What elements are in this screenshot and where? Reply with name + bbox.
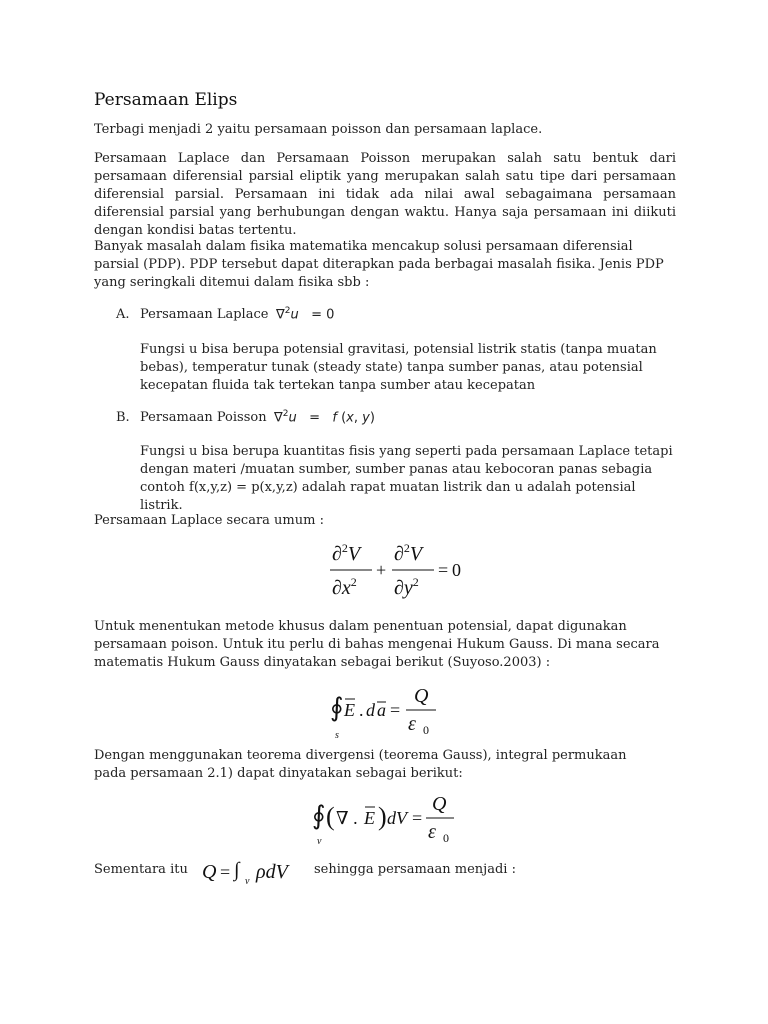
- svg-text:=: =: [220, 862, 231, 882]
- svg-text:E: E: [344, 700, 355, 720]
- svg-text:=: =: [438, 560, 449, 580]
- svg-text:0: 0: [443, 831, 449, 845]
- svg-text:∇ .: ∇ .: [336, 808, 358, 828]
- paragraph-laplace-general: Persamaan Laplace secara umum :: [94, 513, 324, 528]
- item-b-description: Fungsi u bisa berupa kuantitas fisis yang seperti pada persamaan Laplace tetapi dengan materi /muatan sumber, sumber panas atau kebocoran panas sebagia contoh f(x,y,z) = p(x,y,z) adalah rapat muatan listrik dan u adalah potensial listrik.: [140, 444, 673, 513]
- item-b-equation: ∇$^2$u = f (x, y): [274, 409, 375, 426]
- svg-text:Q: Q: [202, 861, 217, 883]
- paragraph-laplace-poisson: Persamaan Laplace dan Persamaan Poisson merupakan salah satu bentuk dari persamaan diferensial parsial eliptik yang merupakan salah satu tipe dari persamaan diferensial parsial. Persamaan ini tidak ada nilai awal sebagaimana persamaan diferensial parsial yang berhubungan dengan waktu. Hanya saja persamaan ini diikuti dengan kondisi batas tertentu.: [94, 151, 676, 238]
- paragraph-divergence: Dengan menggunakan teorema divergensi (teorema Gauss), integral permukaan pada persamaan 2.1) dapat dinyatakan sebagai berikut:: [94, 748, 627, 781]
- svg-text:v: v: [245, 876, 250, 887]
- svg-text:v: v: [317, 836, 322, 847]
- svg-text:Q: Q: [432, 793, 447, 815]
- item-b-marker: B.: [116, 410, 130, 425]
- text-sehingga: sehingga persamaan menjadi :: [314, 862, 516, 877]
- svg-text:ρdV: ρdV: [256, 861, 288, 883]
- svg-text:∂x2: $\partial x^2$: [332, 575, 357, 599]
- charge-integral-equation: [200, 854, 300, 888]
- text-sementara-itu: Sementara itu: [94, 862, 188, 877]
- item-a-equation: ∇$^2$u = 0: [276, 306, 335, 323]
- paragraph-gauss-intro: Untuk menentukan metode khusus dalam penentuan potensial, dapat digunakan persamaan poison. Untuk itu perlu di bahas mengenai Hukum Gauss. Di mana secara matematis Hukum Gauss dinyatakan sebagai berikut (Suyoso.2003) :: [94, 619, 660, 670]
- item-b-label: Persamaan Poisson: [140, 410, 267, 425]
- paragraph-intro: Terbagi menjadi 2 yaitu persamaan poisson dan persamaan laplace.: [94, 122, 543, 137]
- paragraph-pdp: Banyak masalah dalam fisika matematika mencakup solusi persamaan diferensial parsial (PDP). PDP tersebut dapat diterapkan pada berbagai masalah fisika. Jenis PDP yang seringkali ditemui dalam fisika sbb :: [94, 239, 664, 290]
- svg-text:ε: ε: [428, 821, 436, 843]
- svg-text:∫: ∫: [234, 859, 240, 881]
- svg-text:=: =: [412, 808, 423, 828]
- item-a-label: Persamaan Laplace: [140, 307, 269, 322]
- svg-text:): ): [378, 802, 387, 831]
- svg-text:a: a: [377, 700, 386, 720]
- page-title: Persamaan Elips: [94, 90, 238, 110]
- svg-text:Q: Q: [414, 685, 429, 707]
- svg-text:0: 0: [423, 723, 429, 737]
- svg-text:∮: ∮: [312, 801, 326, 830]
- svg-text:∮: ∮: [330, 693, 344, 722]
- svg-text:ε: ε: [408, 713, 416, 735]
- item-a-description: Fungsi u bisa berupa potensial gravitasi, potensial listrik statis (tanpa muatan bebas), temperatur tunak (steady state) tanpa sumber panas, atau potensial kecepatan fluida tak tertekan tanpa sumber atau kecepatan: [140, 342, 657, 393]
- divergence-equation: [308, 790, 458, 850]
- laplace-equation: [326, 538, 476, 604]
- svg-text:∂2V: ∂$^2$V: [394, 541, 423, 565]
- svg-text:d: d: [366, 700, 375, 720]
- svg-text:0: 0: [452, 560, 461, 580]
- item-a-marker: A.: [116, 307, 130, 322]
- svg-text:=: =: [390, 700, 401, 720]
- svg-text:+: +: [376, 560, 387, 580]
- svg-text:∂y2: $\partial y^2$: [394, 575, 419, 599]
- svg-text:E: E: [364, 808, 375, 828]
- svg-text:∂2V: ∂$^2$V: [332, 541, 361, 565]
- svg-text:dV: dV: [387, 808, 407, 828]
- svg-text:s: s: [335, 730, 339, 741]
- svg-text:(: (: [326, 802, 335, 831]
- gauss-law-equation: [326, 682, 446, 742]
- svg-text:.: .: [359, 700, 364, 720]
